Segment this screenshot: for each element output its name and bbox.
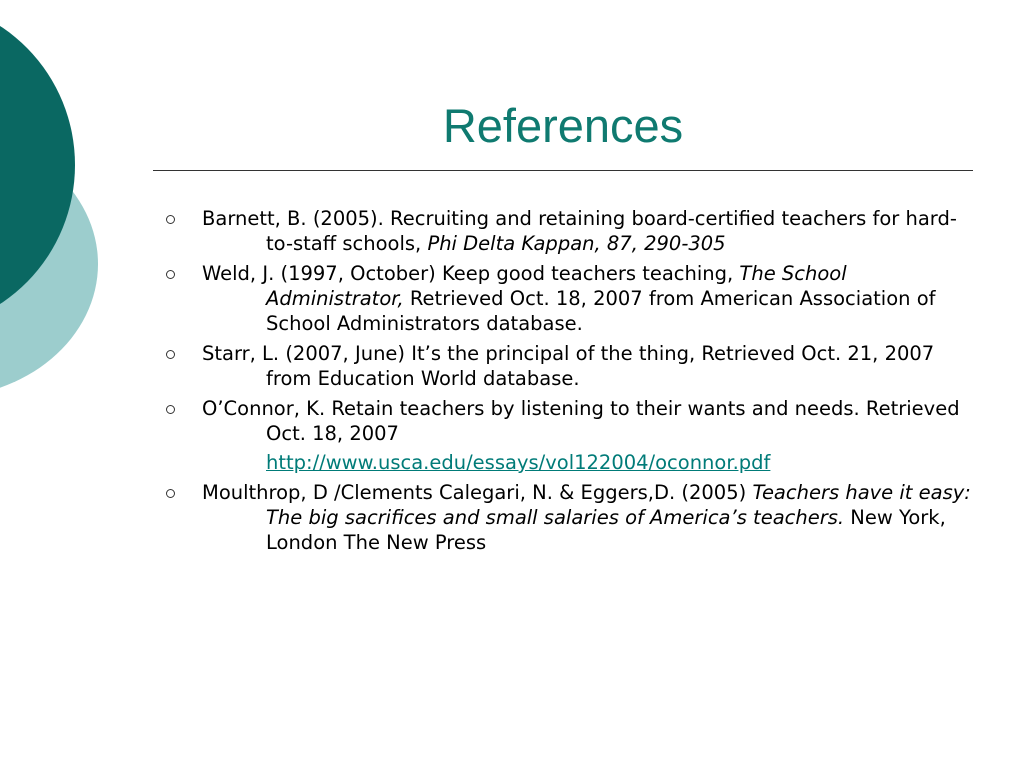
book-title: Teachers have it easy: The big sacrifices and small salaries of America’s teachers. <box>266 481 971 529</box>
hollow-circle-bullet-icon <box>166 270 175 279</box>
reference-text-continued: New York, London The New Press <box>266 506 946 554</box>
reference-item <box>162 396 972 475</box>
reference-url-link[interactable]: http://www.usca.edu/essays/vol122004/oconnor.pdf <box>266 451 771 474</box>
reference-text: Barnett, B. (2005). Recruiting and retaining board-certified teachers for hard-to-staff schools, <box>202 207 957 255</box>
hollow-circle-bullet-icon <box>166 215 175 224</box>
reference-item <box>162 206 972 256</box>
reference-list <box>162 206 972 560</box>
reference-text: Weld, J. (1997, October) Keep good teachers teaching, <box>202 262 740 285</box>
title-divider <box>153 170 973 171</box>
reference-text: Moulthrop, D /Clements Calegari, N. & Eggers,D. (2005) <box>202 481 753 504</box>
reference-text-continued: Retrieved Oct. 18, 2007 from American Association of School Administrators database. <box>266 287 936 335</box>
hollow-circle-bullet-icon <box>166 350 175 359</box>
hollow-circle-bullet-icon <box>166 405 175 414</box>
journal-title: Phi Delta Kappan, 87, 290-305 <box>427 232 726 255</box>
slide-title: References <box>442 99 684 152</box>
reference-text: Starr, L. (2007, June) It’s the principal of the thing, Retrieved Oct. 21, 2007 from Education World database. <box>202 342 935 390</box>
hollow-circle-bullet-icon <box>166 489 175 498</box>
journal-title: The School Administrator, <box>266 262 847 310</box>
reference-item <box>162 261 972 336</box>
reference-item <box>162 480 972 555</box>
reference-text: O’Connor, K. Retain teachers by listening to their wants and needs. Retrieved Oct. 18, 2007 <box>202 397 960 445</box>
reference-item <box>162 341 972 391</box>
